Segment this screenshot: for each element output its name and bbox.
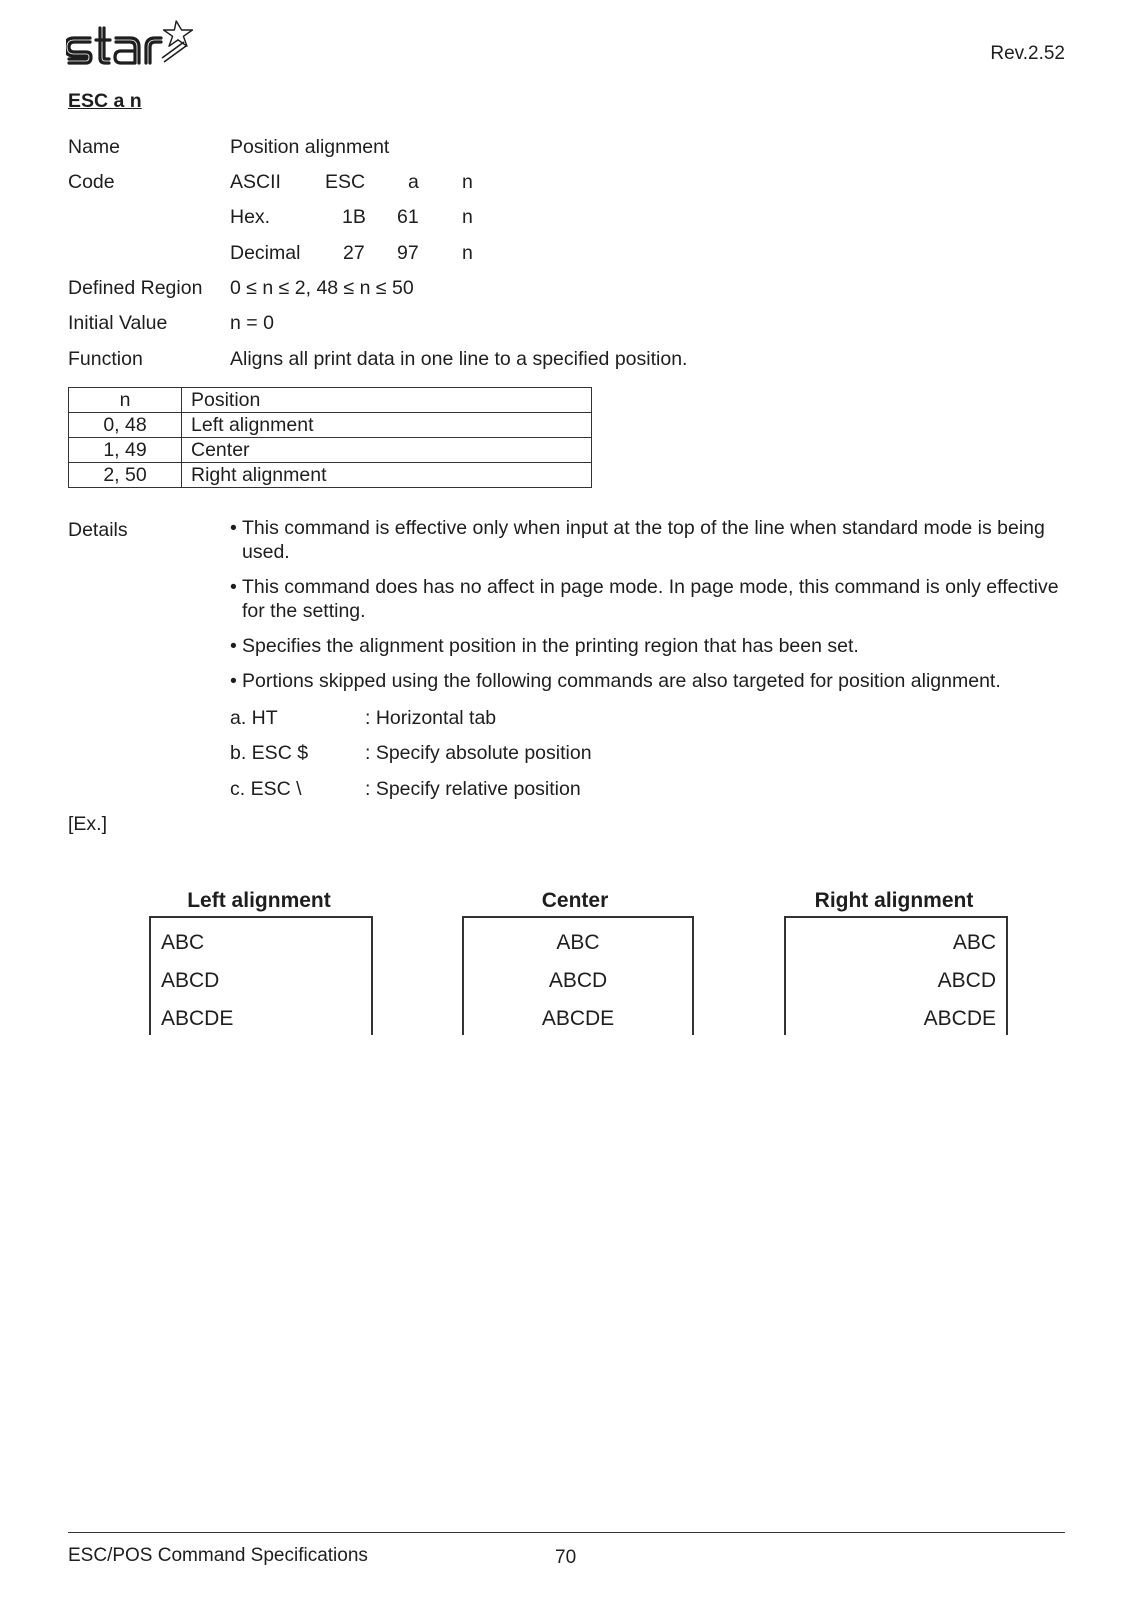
table-header-row bbox=[69, 388, 592, 413]
details-bullet-text: Specifies the alignment position in the printing region that has been set. bbox=[242, 635, 859, 657]
page-number: 70 bbox=[555, 1547, 577, 1568]
example-right-box bbox=[784, 916, 1008, 1035]
bullet-icon: • bbox=[230, 517, 237, 539]
example-center-box bbox=[462, 916, 694, 1035]
code-hex-label: Hex. bbox=[230, 206, 271, 228]
table-cell-n: 0, 48 bbox=[69, 413, 182, 438]
table-row bbox=[69, 413, 592, 438]
details-bullet-text: This command is effective only when input at the top of the line when standard mode is being used. bbox=[242, 517, 1045, 563]
details-bullet bbox=[230, 669, 1070, 693]
command-title: ESC a n bbox=[68, 90, 142, 112]
example-line: ABCD bbox=[548, 969, 608, 992]
code-ascii-c3: n bbox=[462, 171, 473, 193]
bullet-icon: • bbox=[230, 635, 237, 657]
example-line: ABCDE bbox=[541, 1007, 615, 1030]
code-hex-c2: 61 bbox=[397, 206, 419, 228]
code-decimal-c1: 27 bbox=[343, 242, 365, 264]
code-ascii-c1: ESC bbox=[325, 171, 366, 193]
bullet-icon: • bbox=[230, 670, 237, 692]
code-ascii-c2: a bbox=[408, 171, 419, 193]
initial-value-value: n = 0 bbox=[230, 312, 274, 334]
table-row bbox=[69, 463, 592, 488]
sub-item-key: b. ESC $ bbox=[230, 742, 309, 764]
example-left-title: Left alignment bbox=[187, 889, 331, 912]
code-decimal-c2: 97 bbox=[397, 242, 419, 264]
sub-item-desc: : Specify absolute position bbox=[365, 742, 592, 764]
example-label: [Ex.] bbox=[68, 813, 108, 835]
bullet-icon: • bbox=[230, 576, 237, 598]
footer-title: ESC/POS Command Specifications bbox=[68, 1545, 368, 1566]
code-hex-c1: 1B bbox=[342, 206, 366, 228]
table-cell-position: Center bbox=[182, 438, 592, 463]
example-line: ABCDE bbox=[161, 1007, 234, 1030]
details-bullet bbox=[230, 516, 1070, 564]
example-line: ABCD bbox=[937, 969, 996, 992]
details-bullet-text: This command does has no affect in page mode. In page mode, this command is only effective for the setting. bbox=[242, 576, 1059, 622]
example-line: ABC bbox=[952, 931, 996, 954]
example-center-title: Center bbox=[541, 889, 609, 912]
footer-divider bbox=[68, 1532, 1065, 1533]
defined-region-value: 0 ≤ n ≤ 2, 48 ≤ n ≤ 50 bbox=[230, 277, 414, 299]
table-header-n: n bbox=[69, 388, 182, 413]
details-bullet-text: Portions skipped using the following commands are also targeted for position alignment. bbox=[242, 670, 1001, 692]
code-decimal-c3: n bbox=[462, 242, 473, 264]
sub-item-key: a. HT bbox=[230, 707, 278, 729]
star-logo bbox=[66, 18, 208, 70]
example-line: ABC bbox=[556, 931, 600, 954]
details-label: Details bbox=[68, 519, 128, 541]
code-label: Code bbox=[68, 171, 115, 193]
example-line: ABCD bbox=[161, 969, 220, 992]
name-value: Position alignment bbox=[230, 136, 390, 158]
table-cell-position: Left alignment bbox=[182, 413, 592, 438]
table-cell-n: 1, 49 bbox=[69, 438, 182, 463]
position-table bbox=[68, 387, 592, 488]
example-line: ABC bbox=[161, 931, 205, 954]
code-decimal-label: Decimal bbox=[230, 242, 301, 264]
code-ascii-label: ASCII bbox=[230, 171, 281, 193]
code-hex-c3: n bbox=[462, 206, 473, 228]
details-bullet bbox=[230, 634, 1070, 658]
function-label: Function bbox=[68, 348, 143, 370]
sub-item-key: c. ESC \ bbox=[230, 778, 302, 800]
details-bullet bbox=[230, 575, 1070, 623]
revision-label: Rev.2.52 bbox=[990, 43, 1065, 64]
function-value: Aligns all print data in one line to a specified position. bbox=[230, 348, 688, 370]
sub-item-desc: : Specify relative position bbox=[365, 778, 581, 800]
table-header-position: Position bbox=[182, 388, 592, 413]
table-cell-position: Right alignment bbox=[182, 463, 592, 488]
defined-region-label: Defined Region bbox=[68, 277, 203, 299]
example-right-title: Right alignment bbox=[814, 889, 974, 912]
name-label: Name bbox=[68, 136, 121, 158]
example-line: ABCDE bbox=[923, 1007, 996, 1030]
example-left-box bbox=[149, 916, 373, 1035]
table-cell-n: 2, 50 bbox=[69, 463, 182, 488]
sub-item-desc: : Horizontal tab bbox=[365, 707, 497, 729]
initial-value-label: Initial Value bbox=[68, 312, 168, 334]
table-row bbox=[69, 438, 592, 463]
